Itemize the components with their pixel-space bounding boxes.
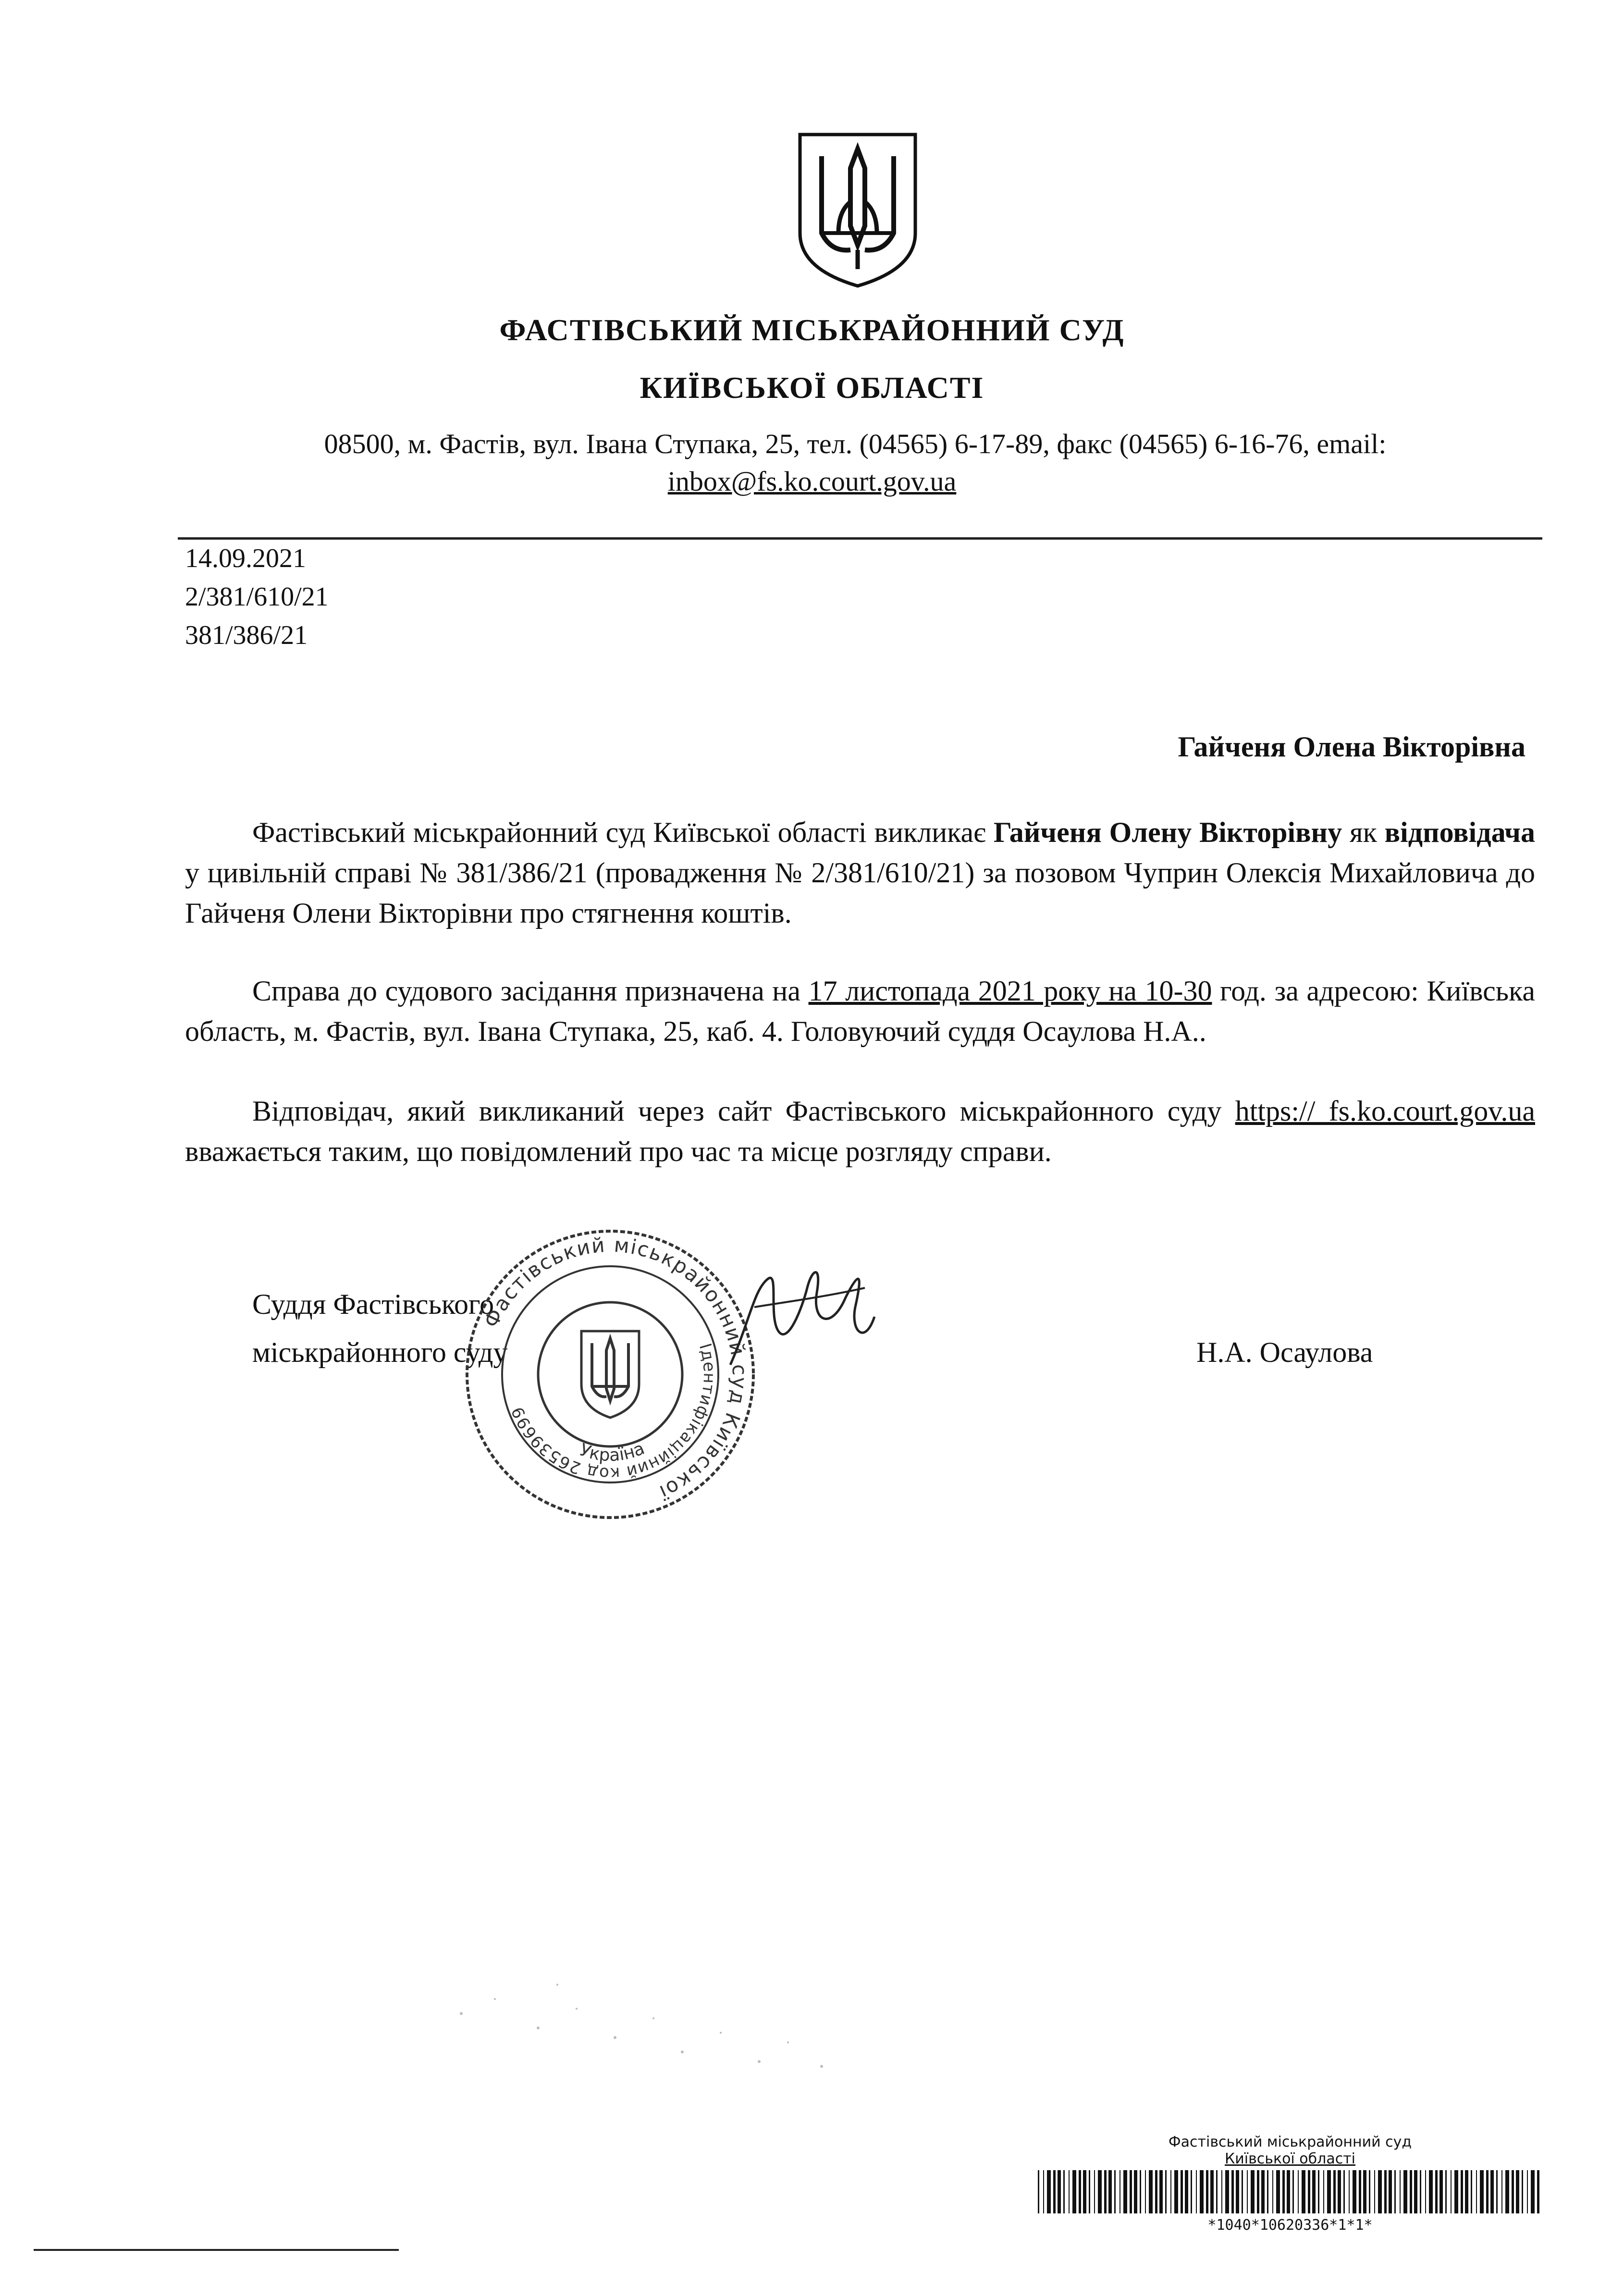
barcode-bar — [1272, 2170, 1273, 2213]
barcode-bar — [1276, 2170, 1280, 2213]
barcode-bar — [1053, 2170, 1056, 2213]
scan-speckle — [432, 1956, 865, 2100]
barcode-bar — [1420, 2170, 1421, 2213]
barcode-bar — [1200, 2170, 1204, 2213]
barcode-bar — [1445, 2170, 1447, 2213]
barcode-bar — [1104, 2170, 1107, 2213]
barcode-bar — [1134, 2170, 1137, 2213]
barcode-bar — [1359, 2170, 1361, 2213]
court-name: ФАСТІВСЬКИЙ МІСЬКРАЙОННИЙ СУД — [499, 313, 1125, 347]
barcode-bar — [1114, 2170, 1116, 2213]
barcode-bar — [1531, 2170, 1535, 2213]
barcode-bar — [1429, 2170, 1433, 2213]
court-email-line — [0, 465, 1624, 497]
hearing-text: год. за адресою: Київська область, м. Фастів, вул. Івана Ступака, 25, каб. 4. Головуючий суддя Осаулова Н.А.. — [185, 975, 1535, 1047]
barcode-bar — [1251, 2170, 1255, 2213]
registration-court: Фастівський міськрайонний суд — [1168, 2134, 1412, 2150]
summons-text: як — [1342, 816, 1385, 848]
barcode-bar — [1069, 2170, 1070, 2213]
signature-label: Суддя Фастівського — [252, 1288, 494, 1320]
barcode-bar — [1480, 2170, 1484, 2213]
barcode-bar — [1410, 2170, 1412, 2213]
barcode-bar — [1522, 2170, 1523, 2213]
addressee-name: Гайченя Олена Вікторівна — [1178, 731, 1526, 763]
barcode-bar — [1327, 2170, 1331, 2213]
barcode-bar — [1349, 2170, 1350, 2213]
handwritten-signature — [711, 1249, 884, 1374]
barcode-bar — [1454, 2170, 1458, 2213]
barcode-bar — [1374, 2170, 1375, 2213]
proceeding-number: 2/381/610/21 — [185, 582, 329, 612]
barcode-bar — [1298, 2170, 1299, 2213]
court-website-link[interactable]: https:// fs.ko.court.gov.ua — [1235, 1095, 1536, 1127]
barcode-bar — [1302, 2170, 1305, 2213]
party-role: відповідача — [1384, 816, 1535, 848]
barcode-bar — [1159, 2170, 1163, 2213]
barcode-bar — [1098, 2170, 1102, 2213]
barcode-bar — [1231, 2170, 1234, 2213]
barcode-bar — [1516, 2170, 1519, 2213]
court-region: КИЇВСЬКОЇ ОБЛАСТІ — [640, 371, 984, 405]
barcode-bar — [1312, 2170, 1316, 2213]
barcode-bar — [1216, 2170, 1218, 2213]
defendant-name: Гайченя Олену Вікторівну — [993, 816, 1342, 848]
barcode-bar — [1140, 2170, 1141, 2213]
barcode-bar — [1191, 2170, 1192, 2213]
barcode-bar — [1047, 2170, 1051, 2213]
notice-paragraph — [185, 1091, 1535, 1172]
stamp-bottom-text: Україна — [577, 1438, 648, 1466]
barcode-bar — [1257, 2170, 1259, 2213]
barcode-bar — [1505, 2170, 1509, 2213]
barcode-bar — [1471, 2170, 1472, 2213]
stamp-outer-text: Фастівський міськрайонний суд Київської — [479, 1233, 752, 1505]
barcode-bar — [1425, 2170, 1426, 2213]
barcode-bar — [1439, 2170, 1443, 2213]
summons-text: Фастівський міськрайонний суд Київської області викликає — [252, 816, 994, 848]
summons-paragraph — [185, 812, 1535, 933]
barcode-bar — [1400, 2170, 1401, 2213]
barcode-text: *1040*10620336*1*1* — [1207, 2217, 1373, 2234]
barcode-bar — [1145, 2170, 1146, 2213]
barcode-bar — [1333, 2170, 1336, 2213]
barcode-bar — [1236, 2170, 1239, 2213]
barcode-bar — [1242, 2170, 1243, 2213]
barcode-bar — [1261, 2170, 1265, 2213]
barcode-bar — [1058, 2170, 1061, 2213]
barcode-bar — [1072, 2170, 1076, 2213]
barcode-bar — [1308, 2170, 1310, 2213]
coat-of-arms-icon — [793, 130, 923, 288]
barcode-bar — [1394, 2170, 1396, 2213]
barcode-bar — [1038, 2170, 1039, 2213]
summons-text: у цивільній справі № 381/386/21 (провадження № 2/381/610/21) за позовом Чуприн Олексія Михайловича до Гайченя Олени Вікторівни про стягнення коштів. — [185, 857, 1535, 929]
barcode-bar — [1206, 2170, 1208, 2213]
barcode-bar — [1343, 2170, 1345, 2213]
barcode-bar — [1063, 2170, 1065, 2213]
barcode-bar — [1486, 2170, 1489, 2213]
barcode-bar — [1338, 2170, 1341, 2213]
barcode-bar — [1318, 2170, 1319, 2213]
barcode-bar — [1089, 2170, 1090, 2213]
barcode-bar — [1123, 2170, 1127, 2213]
barcode-bar — [1149, 2170, 1153, 2213]
barcode-bar — [1185, 2170, 1188, 2213]
barcode-bar — [1527, 2170, 1528, 2213]
notice-text: вважається таким, що повідомлений про час та місце розгляду справи. — [185, 1136, 1052, 1167]
barcode-bar — [1287, 2170, 1290, 2213]
case-number: 381/386/21 — [185, 620, 308, 650]
barcode-bar — [1461, 2170, 1463, 2213]
barcode-bar — [1353, 2170, 1356, 2213]
barcode-bar — [1155, 2170, 1157, 2213]
barcode-bar — [1451, 2170, 1452, 2213]
barcode-bar — [1181, 2170, 1183, 2213]
barcode-bar — [1170, 2170, 1171, 2213]
footer-divider — [34, 2249, 399, 2251]
judge-name: Н.А. Осаулова — [1196, 1336, 1373, 1368]
barcode-bar — [1292, 2170, 1294, 2213]
barcode-bar — [1496, 2170, 1498, 2213]
barcode-bar — [1210, 2170, 1214, 2213]
barcode-bar — [1501, 2170, 1502, 2213]
barcode-bar — [1389, 2170, 1392, 2213]
barcode-bar — [1165, 2170, 1167, 2213]
barcode-bar — [1174, 2170, 1178, 2213]
stamp-inner-text: Ідентифікаційний код 26539699 — [507, 1341, 719, 1483]
registration-region: Київської області — [1224, 2150, 1356, 2167]
barcode-bar — [1225, 2170, 1229, 2213]
barcode-bar — [1267, 2170, 1268, 2213]
barcode-bar — [1108, 2170, 1112, 2213]
document-date: 14.09.2021 — [185, 544, 306, 573]
barcode-bar — [1130, 2170, 1132, 2213]
barcode-bar — [1378, 2170, 1382, 2213]
signature-label: міськрайонного суду — [252, 1336, 508, 1368]
barcode-bar — [1490, 2170, 1494, 2213]
hearing-datetime: 17 листопада 2021 року на 10-30 — [808, 975, 1212, 1007]
barcode-bar — [1221, 2170, 1222, 2213]
barcode-bar — [1282, 2170, 1285, 2213]
barcode-bar — [1363, 2170, 1366, 2213]
barcode-bar — [1369, 2170, 1370, 2213]
header-divider — [178, 537, 1542, 540]
barcode-bar — [1094, 2170, 1095, 2213]
hearing-text: Справа до судового засідання призначена на — [252, 975, 809, 1007]
barcode-bar — [1083, 2170, 1086, 2213]
barcode-bar — [1537, 2170, 1539, 2213]
court-address: 08500, м. Фастів, вул. Івана Ступака, 25, тел. (04565) 6-17-89, факс (04565) 6-16-76, email: — [324, 428, 1387, 459]
barcode-bar — [1512, 2170, 1514, 2213]
barcode-bar — [1196, 2170, 1197, 2213]
hearing-paragraph — [185, 971, 1535, 1051]
barcode-bar — [1476, 2170, 1477, 2213]
barcode-bar — [1403, 2170, 1407, 2213]
barcode-bar — [1435, 2170, 1438, 2213]
registration-block — [1038, 2134, 1542, 2234]
barcode-bar — [1079, 2170, 1081, 2213]
barcode-bar — [1323, 2170, 1324, 2213]
barcode — [1038, 2170, 1542, 2213]
stamp-trident-icon — [581, 1331, 639, 1418]
barcode-bar — [1384, 2170, 1387, 2213]
barcode-bar — [1465, 2170, 1468, 2213]
barcode-bar — [1247, 2170, 1248, 2213]
court-email-link[interactable]: inbox@fs.ko.court.gov.ua — [667, 466, 957, 497]
barcode-bar — [1043, 2170, 1044, 2213]
notice-text: Відповідач, який викликаний через сайт Фастівського міськрайонного суду — [252, 1095, 1235, 1127]
barcode-bar — [1414, 2170, 1417, 2213]
